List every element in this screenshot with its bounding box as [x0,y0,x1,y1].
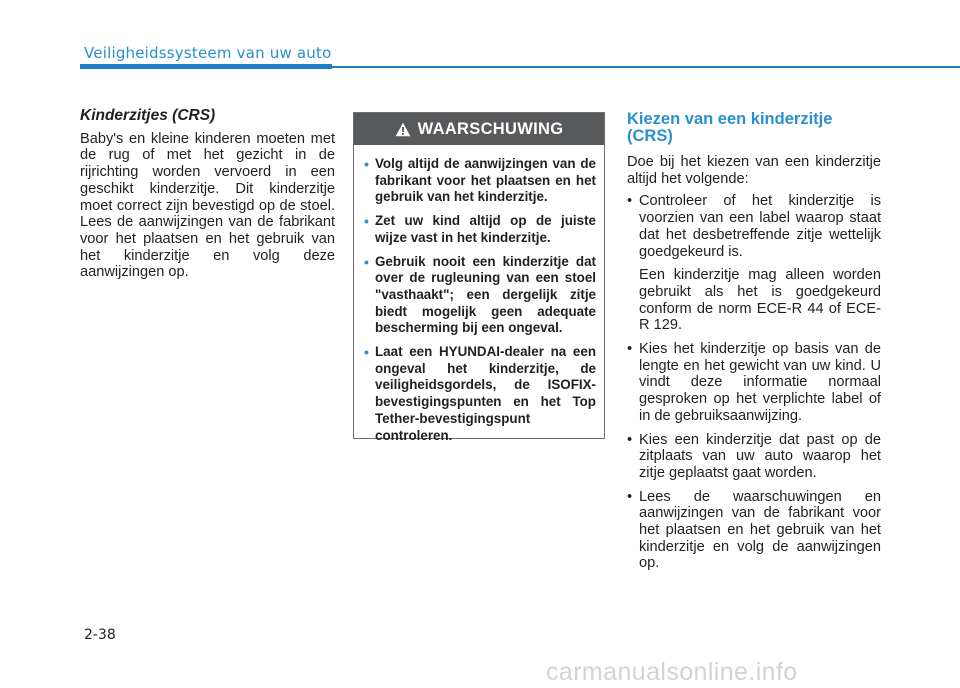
child-seats-body: Baby's en kleine kinderen moeten met de rug of met het gezicht in de rijrichting worden vervoerd in een geschikt kinderzitje. Dit kinderzitje moet correct zijn bevestigd op de stoel. Lees de aanwijzingen van de fabrikant voor het plaatsen en het gebruik van het kinderzitje en volg deze aanwijzingen op. [80,130,335,281]
choosing-seat-intro: Doe bij het kiezen van een kinderzitje altijd het volgende: [627,154,881,187]
child-seats-heading: Kinderzitjes (CRS) [80,107,216,124]
page-number: 2-38 [84,627,116,643]
warning-header [354,113,604,145]
list-item-text: Controleer of het kinderzitje is voorzien van een label waarop staat dat het desbetreffende zitje wettelijk goedgekeurd is. [639,193,881,260]
right-column [627,108,881,579]
warning-item: • Gebruik nooit een kinderzitje dat over de rugleuning van een stoel "vasthaakt"; een dergelijk zitje biedt mogelijk geen adequate bescherming bij een ongeval. [364,254,596,338]
section-title: Veiligheidssysteem van uw auto [84,44,332,62]
list-item [627,193,881,334]
warning-item: • Laat een HYUNDAI-dealer na een ongeval het kinderzitje, de veiligheidsgordels, de ISOFIX-bevestigingspunten en het Top Tether-bevestigingspunt controleren. [364,344,596,444]
left-column [80,108,335,281]
warning-label: WAARSCHUWING [417,119,564,138]
warning-item: • Volg altijd de aanwijzingen van de fabrikant voor het plaatsen en het gebruik van het kinderzitje. [364,156,596,206]
warning-list [354,145,604,444]
watermark: carmanualsonline.info [546,658,798,686]
list-item: • Kies een kinderzitje dat past op de zitplaats van uw auto waarop het zitje geplaatst gaat worden. [627,432,881,482]
warning-box [353,112,605,443]
choosing-seat-heading: Kiezen van een kinderzitje (CRS) [627,110,833,145]
list-item: • Lees de waarschuwingen en aanwijzingen van de fabrikant voor het plaatsen en het gebruik van het kinderzitje en volg de aanwijzingen op. [627,489,881,573]
list-item-subtext: Een kinderzitje mag alleen worden gebruikt als het is goedgekeurd conform de norm ECE-R 44 of ECE-R 129. [639,267,881,334]
choosing-seat-list [627,193,881,572]
warning-item: • Zet uw kind altijd op de juiste wijze vast in het kinderzitje. [364,213,596,246]
header-rule-thin [332,66,960,68]
warning-triangle-icon [395,122,411,137]
header-rule-thick [80,64,332,69]
list-item: • Kies het kinderzitje op basis van de lengte en het gewicht van uw kind. U vindt deze informatie normaal gesproken op het verplichte label of in de gebruiksaanwijzing. [627,341,881,425]
